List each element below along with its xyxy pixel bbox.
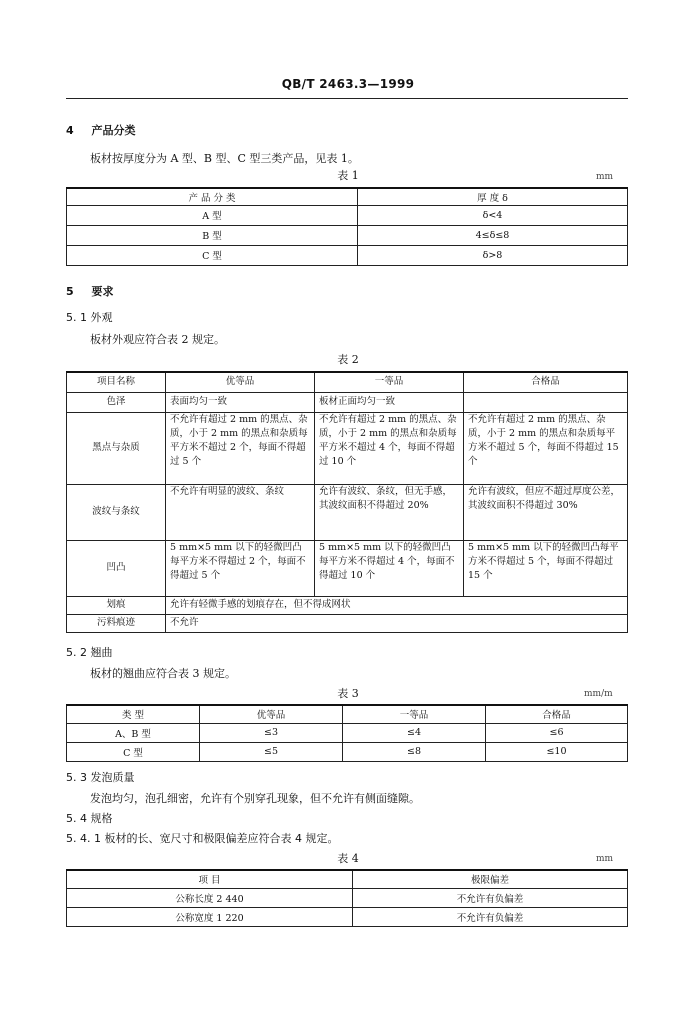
table-row [67,245,628,265]
document-header: QB/T 2463.3—1999 [281,77,415,91]
table-cell: ≤4 [343,723,486,742]
section-5-1-text: 板材外观应符合表 2 规定。 [90,333,225,346]
table-cell: 公称长度 2 440 [67,888,353,907]
table-4-col-header: 项 目 [67,870,353,888]
table-cell: 表面均匀一致 [166,392,315,412]
table-cell: ≤6 [486,723,628,742]
section-5-4-1-text: 5. 4. 1 板材的长、宽尺寸和极限偏差应符合表 4 规定。 [66,832,339,845]
table-2-col-header: 一等品 [315,372,464,392]
table-2-row-label: 色泽 [67,392,166,412]
table-cell-merged: 不允许 [166,614,628,632]
table-cell: C 型 [67,245,358,265]
section-5-2-heading: 5. 2 翘曲 [66,646,113,659]
table-3-caption: 表 3 [337,687,359,700]
table-cell: 不允许有超过 2 mm 的黑点、杂质，小于 2 mm 的黑点和杂质每平方米不超过 5 个，每面不得超过 15 个 [464,412,628,484]
table-4-header-row [67,870,628,888]
table-cell: 公称宽度 1 220 [67,907,353,926]
table-row [67,907,628,926]
table-cell: δ<4 [358,205,628,225]
section-5-3-text: 发泡均匀，泡孔细密，允许有个别穿孔现象，但不允许有侧面缝隙。 [90,792,420,805]
table-4-caption: 表 4 [337,852,359,865]
table-2-row-label: 划痕 [67,596,166,614]
table-row [67,888,628,907]
section-5-2-text: 板材的翘曲应符合表 3 规定。 [90,667,236,680]
section-4-text: 板材按厚度分为 A 型、B 型、C 型三类产品，见表 1。 [90,152,359,165]
table-3-col-header: 合格品 [486,705,628,723]
table-2-col-header: 优等品 [166,372,315,392]
table-cell: δ>8 [358,245,628,265]
table-cell: B 型 [67,225,358,245]
section-5-heading [66,283,114,299]
table-1-caption: 表 1 [337,169,359,182]
table-1 [66,187,628,266]
table-row [67,723,628,742]
table-cell: A、B 型 [67,723,200,742]
table-2-row-label: 污料痕迹 [67,614,166,632]
table-cell [464,392,628,412]
table-1-unit: mm [596,172,614,182]
table-3-col-header: 类 型 [67,705,200,723]
table-row [67,540,628,596]
table-row [67,205,628,225]
section-4-number: 4 [66,124,74,137]
table-2-row-label: 黑点与杂质 [67,412,166,484]
table-4-unit: mm [596,854,614,864]
table-cell: ≤8 [343,742,486,761]
section-5-4-heading: 5. 4 规格 [66,812,113,825]
table-2-col-header: 项目名称 [67,372,166,392]
table-row [67,392,628,412]
section-5-title: 要求 [91,285,114,298]
table-cell: 不允许有负偏差 [353,907,628,926]
table-row [67,412,628,484]
table-row [67,596,628,614]
table-2-caption: 表 2 [337,353,359,366]
table-1-header-row [67,188,628,205]
table-row [67,742,628,761]
table-cell: ≤5 [200,742,343,761]
table-row [67,484,628,540]
table-cell: 不允许有负偏差 [353,888,628,907]
section-4-heading [66,122,136,138]
table-cell: 5 mm×5 mm 以下的轻微凹凸每平方米不得超过 2 个，每面不得超过 5 个 [166,540,315,596]
table-cell: 4≤δ≤8 [358,225,628,245]
section-5-number: 5 [66,285,74,298]
section-5-1-heading: 5. 1 外观 [66,311,113,324]
table-cell: 5 mm×5 mm 以下的轻微凹凸每平方米不得超过 5 个，每面不得超过 15 个 [464,540,628,596]
table-2-row-label: 凹凸 [67,540,166,596]
table-cell: 不允许有超过 2 mm 的黑点、杂质，小于 2 mm 的黑点和杂质每平方米不超过 4 个，每面不得超过 10 个 [315,412,464,484]
table-2 [66,371,628,633]
table-2-header-row [67,372,628,392]
table-3-col-header: 一等品 [343,705,486,723]
table-4-col-header: 极限偏差 [353,870,628,888]
table-1-col-header: 厚 度 δ [358,188,628,205]
table-2-row-label: 波纹与条纹 [67,484,166,540]
table-3-unit: mm/m [584,689,613,699]
section-5-3-heading: 5. 3 发泡质量 [66,771,135,784]
table-cell: C 型 [67,742,200,761]
table-3 [66,704,628,762]
table-row [67,614,628,632]
table-2-col-header: 合格品 [464,372,628,392]
table-cell: 允许有波纹，但应不超过厚度公差，其波纹面积不得超过 30% [464,484,628,540]
table-cell: ≤10 [486,742,628,761]
table-4 [66,869,628,927]
table-cell: 板材正面均匀一致 [315,392,464,412]
table-cell: ≤3 [200,723,343,742]
table-1-col-header: 产 品 分 类 [67,188,358,205]
table-cell: 5 mm×5 mm 以下的轻微凹凸每平方米不得超过 4 个，每面不得超过 10 个 [315,540,464,596]
table-cell: 不允许有超过 2 mm 的黑点、杂质，小于 2 mm 的黑点和杂质每平方米不超过 2 个，每面不得超过 5 个 [166,412,315,484]
table-3-col-header: 优等品 [200,705,343,723]
table-cell: A 型 [67,205,358,225]
table-cell-merged: 允许有轻微手感的划痕存在，但不得成网状 [166,596,628,614]
header-rule [66,98,628,99]
table-row [67,225,628,245]
section-4-title: 产品分类 [91,124,136,137]
table-3-header-row [67,705,628,723]
table-cell: 不允许有明显的波纹、条纹 [166,484,315,540]
table-cell: 允许有波纹、条纹，但无手感，其波纹面积不得超过 20% [315,484,464,540]
